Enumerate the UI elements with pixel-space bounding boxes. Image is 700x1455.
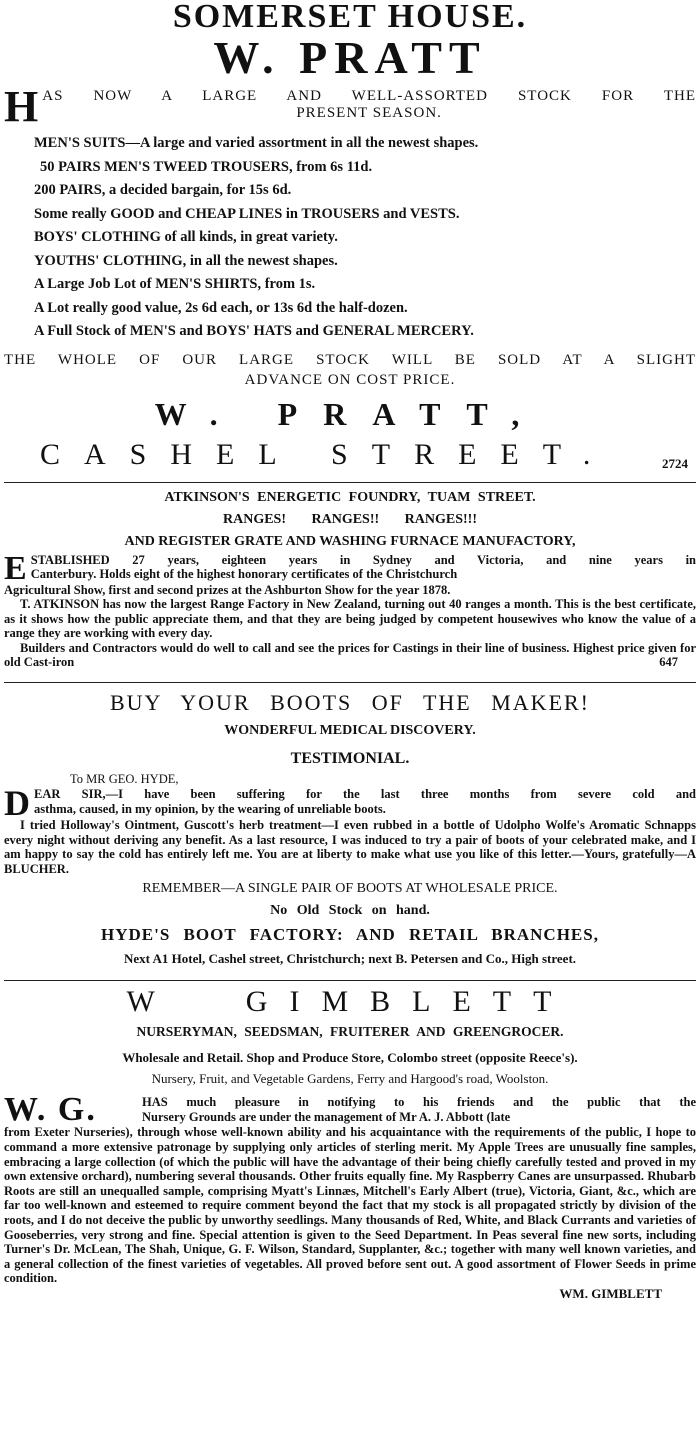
hyde-factory: HYDE'S BOOT FACTORY: AND RETAIL BRANCHES,	[101, 925, 599, 945]
list-item: 50 PAIRS MEN'S TWEED TROUSERS, from 6s 11d.	[40, 158, 373, 175]
pratt-intro-line2: PRESENT SEASON.	[296, 105, 442, 121]
hyde-para1-line2: asthma, caused, in my opinion, by the wearing of unreliable boots.	[34, 801, 386, 816]
list-item: 200 PAIRS, a decided bargain, for 15s 6d.	[34, 182, 292, 198]
gimblett-body	[4, 1089, 696, 1286]
list-item: Some really GOOD and CHEAP LINES in TROUSERS and VESTS.	[34, 205, 460, 222]
list-item: A Large Job Lot of MEN'S SHIRTS, from 1s.	[34, 276, 316, 292]
hyde-para2: I tried Holloway's Ointment, Guscott's herb treatment—I even rubbed in a bottle of Udolpho Wolfe's Aromatic Schnapps every night without deriving any benefit. As a last resource, I was induced to try a pair of boots of your celebrated make, and I am happy to say the cold has entirely left me. You are at liberty to make what use you like of this letter.—Yours, gratefully—A BLUCHER.	[4, 818, 696, 876]
gimblett-trades: NURSERYMAN, SEEDSMAN, FRUITERER AND GREENGROCER.	[136, 1024, 564, 1040]
atkinson-para1-line2: Canterbury. Holds eight of the highest honorary certificates of the Christchurch	[30, 567, 458, 582]
gimblett-para-line1: HAS much pleasure in notifying to his friends and the public that the	[142, 1095, 696, 1110]
atkinson-para3	[4, 641, 696, 670]
pratt-sign-street: CASHEL STREET.	[40, 437, 615, 471]
atkinson-title: ATKINSON'S ENERGETIC FOUNDRY, TUAM STREET.	[164, 489, 536, 505]
atkinson-para1-line1: STABLISHED 27 years, eighteen years in Sydney and Victoria, and nine years in	[30, 552, 696, 567]
list-item: A Full Stock of MEN'S and BOYS' HATS and GENERAL MERCERY.	[34, 323, 474, 339]
atkinson-subtitle: AND REGISTER GRATE AND WASHING FURNACE MANUFACTORY,	[124, 533, 576, 549]
atkinson-para3-text: Builders and Contractors would do well to call and see the prices for Castings in their line of business. Highest price given for old Cast-iron	[4, 640, 696, 670]
hyde-subtitle: WONDERFUL MEDICAL DISCOVERY.	[224, 723, 476, 739]
gimblett-para-line2: Nursery Grounds are under the management of Mr A. J. Abbott (late	[142, 1110, 511, 1125]
hyde-title: BUY YOUR BOOTS OF THE MAKER!	[109, 690, 591, 716]
atkinson-body	[4, 549, 696, 671]
atkinson-dropcap: E	[4, 549, 27, 587]
pratt-intro	[4, 82, 696, 131]
pratt-advertisement	[4, 0, 696, 476]
hyde-remember: REMEMBER—A SINGLE PAIR OF BOOTS AT WHOLESALE PRICE.	[142, 881, 558, 897]
pratt-sign-street-row	[4, 436, 696, 476]
hyde-body	[4, 783, 696, 876]
hyde-testimonial: TESTIMONIAL.	[290, 750, 410, 768]
pratt-name: W. PRATT	[213, 32, 487, 83]
gimblett-para-rest: from Exeter Nurseries), through whose well-known ability and his acquaintance with the requirements of the public, I hope to command a more extensive patronage by supplying only articles of sterling merit. My Apple Trees are unusually fine samples, embracing a large collection (of which the public will have the advantage of their being chiefly carefully tested and proved in my own extensive orchard), numbering several thousands. Other fruits equally fine. My Raspberry Canes are unsurpassed. Rhubarb Roots are still an unequalled sample, comprising Myatt's Linnæs, Mitchell's Early Albert (true), Victoria, Giant, &c., which are far too well-known and esteemed to require comment beyond the fact that my stock is all propagated strictly by division of the roots, and I do not deceive the public by unworthy seedlings. Many thousands of Red, White, and Black Currants and varieties of Gooseberries, very strong and fine. Special attention is given to the Seed Department. In Peas several fine new sorts, including Turner's Dr. McLean, The Shah, Unique, G. F. Wilson, Standard, Supplanter, &c.; together with many well known varieties, and a general collection of the finest varieties of vegetables. All proved before sent out. A good assortment of Flower Seeds in prime condition.	[4, 1125, 696, 1286]
pratt-whole-stock	[4, 344, 696, 390]
hyde-address: Next A1 Hotel, Cashel street, Christchurch; next B. Petersen and Co., High street.	[123, 951, 577, 967]
gimblett-initials: W. G.	[4, 1091, 97, 1129]
hyde-dropcap: D	[4, 783, 30, 824]
pratt-item-list	[4, 126, 696, 344]
atkinson-ad-number: 647	[659, 655, 678, 670]
gimblett-line2: Nursery, Fruit, and Vegetable Gardens, Ferry and Hargood's road, Woolston.	[151, 1071, 549, 1087]
hyde-no-old-stock: No Old Stock on hand.	[270, 903, 430, 919]
gimblett-name: W GIMBLETT	[126, 985, 574, 1019]
gimblett-line1: Wholesale and Retail. Shop and Produce Store, Colombo street (opposite Reece's).	[122, 1050, 578, 1066]
pratt-whole-line1: THE WHOLE OF OUR LARGE STOCK WILL BE SOLD AT A SLIGHT	[4, 351, 696, 368]
pratt-intro-line1: AS NOW A LARGE AND WELL-ASSORTED STOCK FOR THE	[42, 88, 696, 104]
atkinson-para1-rest: Agricultural Show, first and second prizes at the Ashburton Show for the year 1878.	[4, 582, 451, 597]
pratt-sign-name: W. PRATT,	[154, 395, 546, 432]
list-item: YOUTHS' CLOTHING, in all the newest shapes.	[34, 252, 338, 269]
pratt-headline: SOMERSET HOUSE.	[172, 0, 528, 32]
pratt-ad-number: 2724	[662, 455, 688, 471]
pratt-intro-dropcap: H	[4, 82, 39, 131]
atkinson-advertisement	[4, 483, 696, 671]
atkinson-para2: T. ATKINSON has now the largest Range Factory in New Zealand, turning out 40 ranges a month. This is the best certificate, as it shows how the public appreciate them, and that they are being judged by competent housewives who know the value of a range they are working with every day.	[4, 597, 696, 641]
hyde-advertisement	[4, 683, 696, 970]
list-item: A Lot really good value, 2s 6d each, or 13s 6d the half-dozen.	[34, 299, 408, 316]
pratt-whole-line2: ADVANCE ON COST PRICE.	[244, 371, 456, 388]
hyde-para1-line1: EAR SIR,—I have been suffering for the last three months from severe cold and	[34, 787, 696, 802]
atkinson-ranges: RANGES! RANGES!! RANGES!!!	[222, 511, 477, 527]
list-item: MEN'S SUITS—A large and varied assortment in all the newest shapes.	[34, 135, 479, 151]
gimblett-signature: WM. GIMBLETT	[559, 1285, 662, 1301]
hyde-to: To MR GEO. HYDE,	[70, 772, 179, 787]
gimblett-advertisement	[4, 981, 696, 1302]
list-item: BOYS' CLOTHING of all kinds, in great variety.	[34, 229, 338, 245]
